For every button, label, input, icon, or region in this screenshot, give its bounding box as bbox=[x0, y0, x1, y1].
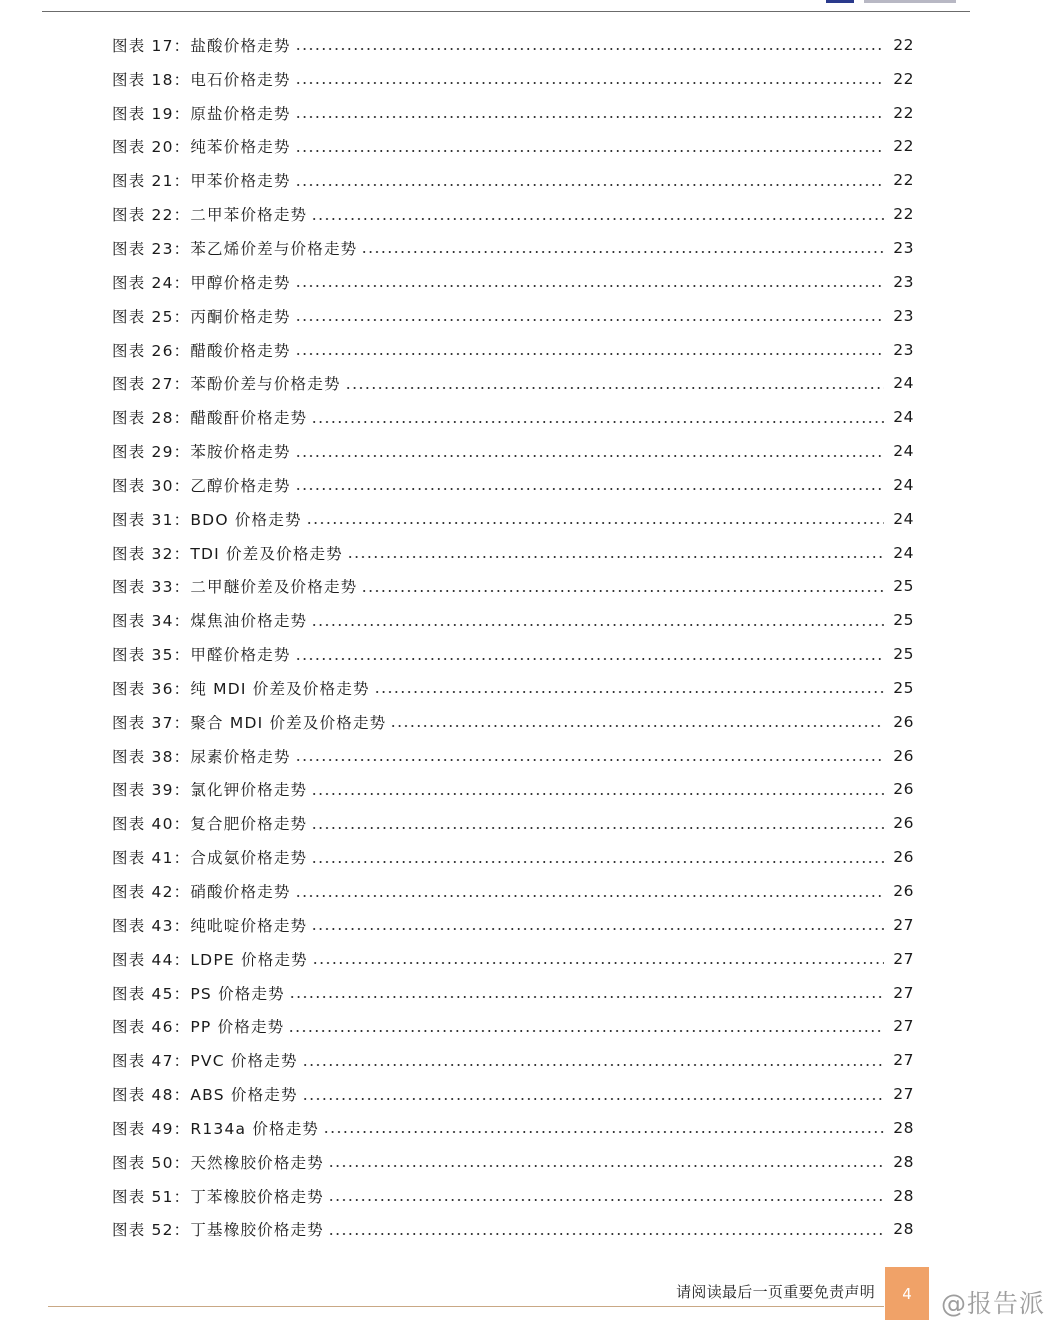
toc-entry-page: 28 bbox=[893, 1186, 914, 1205]
toc-leader-dots bbox=[374, 691, 884, 693]
toc-entry-label: 图表 27：苯酚价差与价格走势 bbox=[112, 375, 341, 394]
toc-leader-dots bbox=[295, 48, 884, 50]
toc-entry-page: 24 bbox=[893, 442, 914, 461]
toc-entry[interactable] bbox=[112, 874, 914, 908]
toc-entry-label: 图表 17：盐酸价格走势 bbox=[112, 36, 291, 55]
toc-entry-label: 图表 19：原盐价格走势 bbox=[112, 104, 291, 123]
toc-leader-dots bbox=[295, 895, 884, 897]
toc-entry-label: 图表 33：二甲醚价差及价格走势 bbox=[112, 578, 358, 597]
toc-entry[interactable] bbox=[112, 366, 914, 400]
toc-entry-page: 27 bbox=[893, 1051, 914, 1070]
toc-leader-dots bbox=[311, 827, 884, 829]
toc-entry[interactable] bbox=[112, 502, 914, 536]
toc-entry-label: 图表 41：合成氨价格走势 bbox=[112, 849, 308, 868]
toc-entry-page: 22 bbox=[893, 103, 914, 122]
header-rule bbox=[42, 11, 970, 12]
toc-leader-dots bbox=[347, 556, 884, 558]
toc-leader-dots bbox=[295, 759, 884, 761]
footer-disclaimer: 请阅读最后一页重要免责声明 bbox=[676, 1283, 875, 1301]
toc-entry-label: 图表 20：纯苯价格走势 bbox=[112, 138, 291, 157]
toc-leader-dots bbox=[311, 793, 884, 795]
toc-entry-label: 图表 47：PVC 价格走势 bbox=[112, 1052, 298, 1071]
toc-leader-dots bbox=[328, 1199, 884, 1201]
toc-leader-dots bbox=[288, 1030, 884, 1032]
toc-entry-page: 22 bbox=[893, 69, 914, 88]
toc-entry-label: 图表 49：R134a 价格走势 bbox=[112, 1119, 320, 1138]
toc-leader-dots bbox=[295, 488, 884, 490]
toc-entry-label: 图表 36：纯 MDI 价差及价格走势 bbox=[112, 679, 370, 698]
toc-entry-page: 24 bbox=[893, 408, 914, 427]
toc-entry[interactable] bbox=[112, 333, 914, 367]
toc-entry-page: 27 bbox=[893, 1085, 914, 1104]
toc-entry-label: 图表 51：丁苯橡胶价格走势 bbox=[112, 1187, 324, 1206]
toc-entry[interactable] bbox=[112, 1213, 914, 1247]
toc-leader-dots bbox=[295, 353, 884, 355]
toc-entry[interactable] bbox=[112, 671, 914, 705]
toc-entry-page: 23 bbox=[893, 306, 914, 325]
toc-entry-label: 图表 52：丁基橡胶价格走势 bbox=[112, 1221, 324, 1240]
toc-leader-dots bbox=[311, 928, 884, 930]
header-logo-icon bbox=[826, 0, 854, 3]
toc-entry[interactable] bbox=[112, 806, 914, 840]
toc-leader-dots bbox=[361, 251, 884, 253]
toc-entry-page: 24 bbox=[893, 543, 914, 562]
toc-entry-page: 27 bbox=[893, 1017, 914, 1036]
toc-entry-label: 图表 29：苯胺价格走势 bbox=[112, 443, 291, 462]
toc-leader-dots bbox=[295, 82, 884, 84]
toc-entry[interactable] bbox=[112, 231, 914, 265]
toc-entry-label: 图表 22：二甲苯价格走势 bbox=[112, 206, 308, 225]
toc-entry[interactable] bbox=[112, 976, 914, 1010]
toc-entry-label: 图表 43：纯吡啶价格走势 bbox=[112, 916, 308, 935]
toc-entry-page: 26 bbox=[893, 882, 914, 901]
toc-entry[interactable] bbox=[112, 1077, 914, 1111]
toc-entry[interactable] bbox=[112, 908, 914, 942]
toc-entry[interactable] bbox=[112, 570, 914, 604]
toc-entry-page: 24 bbox=[893, 374, 914, 393]
toc-entry[interactable] bbox=[112, 434, 914, 468]
toc-leader-dots bbox=[295, 658, 884, 660]
toc-entry-label: 图表 31：BDO 价格走势 bbox=[112, 510, 302, 529]
toc-leader-dots bbox=[311, 624, 884, 626]
toc-entry[interactable] bbox=[112, 400, 914, 434]
toc-entry-page: 27 bbox=[893, 983, 914, 1002]
toc-entry[interactable] bbox=[112, 603, 914, 637]
toc-entry-page: 25 bbox=[893, 577, 914, 596]
toc-entry-label: 图表 30：乙醇价格走势 bbox=[112, 476, 291, 495]
toc-leader-dots bbox=[295, 184, 884, 186]
toc-entry-page: 23 bbox=[893, 272, 914, 291]
footer-rule bbox=[48, 1306, 884, 1307]
toc-entry-label: 图表 35：甲醛价格走势 bbox=[112, 646, 291, 665]
toc-leader-dots bbox=[323, 1131, 884, 1133]
toc-leader-dots bbox=[295, 319, 884, 321]
toc-leader-dots bbox=[295, 455, 884, 457]
toc-entry[interactable] bbox=[112, 1145, 914, 1179]
toc-entry-label: 图表 38：尿素价格走势 bbox=[112, 747, 291, 766]
toc-entry-page: 27 bbox=[893, 915, 914, 934]
toc-entry[interactable] bbox=[112, 739, 914, 773]
toc-entry-page: 24 bbox=[893, 475, 914, 494]
toc-entry-label: 图表 34：煤焦油价格走势 bbox=[112, 612, 308, 631]
toc-entry-page: 23 bbox=[893, 238, 914, 257]
page-number: 4 bbox=[902, 1284, 912, 1303]
toc-entry-page: 22 bbox=[893, 35, 914, 54]
toc-entry-page: 26 bbox=[893, 746, 914, 765]
toc-leader-dots bbox=[390, 725, 884, 727]
toc-entry-label: 图表 48：ABS 价格走势 bbox=[112, 1086, 298, 1105]
toc-entry-label: 图表 21：甲苯价格走势 bbox=[112, 172, 291, 191]
toc-entry[interactable] bbox=[112, 62, 914, 96]
toc-entry[interactable] bbox=[112, 468, 914, 502]
toc-leader-dots bbox=[311, 218, 884, 220]
toc-entry-page: 25 bbox=[893, 645, 914, 664]
header-logo-url-strip bbox=[864, 0, 956, 3]
toc-entry-page: 28 bbox=[893, 1118, 914, 1137]
toc-leader-dots bbox=[361, 590, 884, 592]
toc-leader-dots bbox=[302, 1064, 884, 1066]
toc-leader-dots bbox=[345, 387, 884, 389]
toc-entry-page: 25 bbox=[893, 678, 914, 697]
toc-entry[interactable] bbox=[112, 840, 914, 874]
watermark: @报告派 bbox=[941, 1289, 1046, 1318]
toc-entry[interactable] bbox=[112, 1043, 914, 1077]
toc-entry[interactable] bbox=[112, 197, 914, 231]
toc-entry-page: 23 bbox=[893, 340, 914, 359]
toc-leader-dots bbox=[302, 1098, 884, 1100]
toc-leader-dots bbox=[295, 285, 884, 287]
toc-entry-label: 图表 39：氯化钾价格走势 bbox=[112, 781, 308, 800]
toc-entry-label: 图表 32：TDI 价差及价格走势 bbox=[112, 544, 343, 563]
toc-leader-dots bbox=[311, 421, 884, 423]
toc-entry-page: 26 bbox=[893, 712, 914, 731]
toc-entry-page: 26 bbox=[893, 848, 914, 867]
toc-entry-label: 图表 28：醋酸酐价格走势 bbox=[112, 409, 308, 428]
toc-entry-page: 25 bbox=[893, 611, 914, 630]
toc-entry-page: 22 bbox=[893, 171, 914, 190]
toc-entry-page: 27 bbox=[893, 949, 914, 968]
toc-entry[interactable] bbox=[112, 299, 914, 333]
toc-entry-label: 图表 50：天然橡胶价格走势 bbox=[112, 1153, 324, 1172]
toc-entry[interactable] bbox=[112, 637, 914, 671]
toc-leader-dots bbox=[289, 996, 884, 998]
toc-entry[interactable] bbox=[112, 163, 914, 197]
toc-leader-dots bbox=[328, 1165, 884, 1167]
toc-entry-page: 24 bbox=[893, 509, 914, 528]
toc-entry[interactable] bbox=[112, 1009, 914, 1043]
toc-entry-label: 图表 25：丙酮价格走势 bbox=[112, 307, 291, 326]
toc-entry-label: 图表 23：苯乙烯价差与价格走势 bbox=[112, 239, 358, 258]
toc-entry-label: 图表 18：电石价格走势 bbox=[112, 70, 291, 89]
toc-entry[interactable] bbox=[112, 942, 914, 976]
toc-leader-dots bbox=[295, 150, 884, 152]
toc-entry-page: 26 bbox=[893, 814, 914, 833]
toc-entry-label: 图表 45：PS 价格走势 bbox=[112, 984, 285, 1003]
page-number-badge bbox=[885, 1267, 929, 1320]
toc-entry-label: 图表 26：醋酸价格走势 bbox=[112, 341, 291, 360]
toc-entry-label: 图表 40：复合肥价格走势 bbox=[112, 815, 308, 834]
toc-entry[interactable] bbox=[112, 1179, 914, 1213]
toc-entry-page: 22 bbox=[893, 137, 914, 156]
toc-entry-page: 26 bbox=[893, 780, 914, 799]
toc-leader-dots bbox=[328, 1233, 884, 1235]
toc-leader-dots bbox=[295, 116, 884, 118]
toc-leader-dots bbox=[311, 861, 884, 863]
toc-leader-dots bbox=[312, 962, 884, 964]
toc-entry-page: 28 bbox=[893, 1220, 914, 1239]
toc-entry[interactable] bbox=[112, 1111, 914, 1145]
toc-entry[interactable] bbox=[112, 773, 914, 807]
toc-entry-label: 图表 46：PP 价格走势 bbox=[112, 1018, 285, 1037]
toc-entry-page: 28 bbox=[893, 1152, 914, 1171]
toc-entry-label: 图表 42：硝酸价格走势 bbox=[112, 883, 291, 902]
toc-entry[interactable] bbox=[112, 265, 914, 299]
toc-entry-label: 图表 44：LDPE 价格走势 bbox=[112, 950, 308, 969]
toc-entry-label: 图表 37：聚合 MDI 价差及价格走势 bbox=[112, 713, 387, 732]
toc-entry[interactable] bbox=[112, 536, 914, 570]
toc-entry[interactable] bbox=[112, 705, 914, 739]
toc-entry[interactable] bbox=[112, 28, 914, 62]
toc-leader-dots bbox=[306, 522, 884, 524]
toc-entry[interactable] bbox=[112, 130, 914, 164]
figure-table-of-contents bbox=[112, 28, 914, 1246]
toc-entry-label: 图表 24：甲醇价格走势 bbox=[112, 273, 291, 292]
toc-entry[interactable] bbox=[112, 96, 914, 130]
toc-entry-page: 22 bbox=[893, 205, 914, 224]
